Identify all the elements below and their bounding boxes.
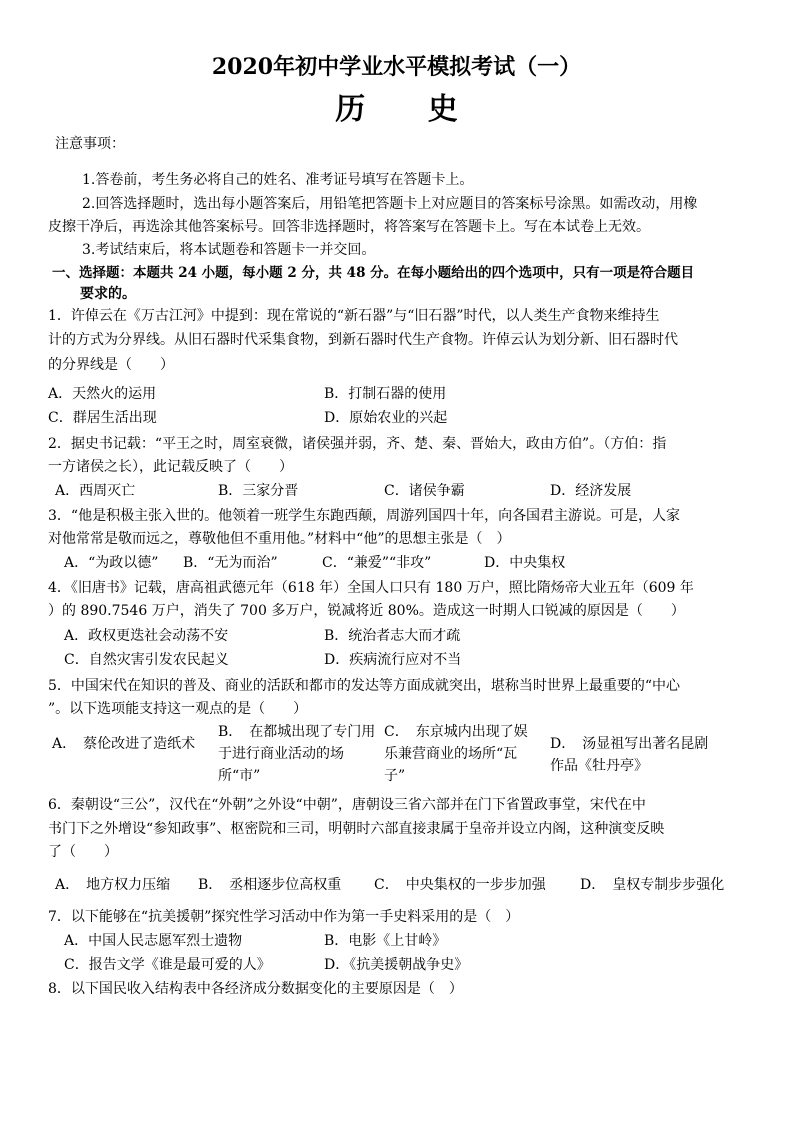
q1-stem-line-2: 计的方式为分界线。从旧石器时代采集食物，到新石器时代生产食物。许倬云认为划分新、旧石器时代 xyxy=(48,332,678,348)
q1-stem-line-1: 1．许倬云在《万古江河》中提到：现在常说的“新石器”与“旧石器”时代，以人类生产食物来维持生 xyxy=(48,308,660,324)
q7-option-b: B．电影《上甘岭》 xyxy=(324,933,447,949)
section-1-instructions-cont: 要求的。 xyxy=(80,286,136,302)
note-item-2: 2.回答选择题时，选出每小题答案后，用铅笔把答题卡上对应题目的答案标号涂黑。如需改动，用橡 xyxy=(82,196,698,212)
q4-option-b: B．统治者志大而才疏 xyxy=(324,628,461,644)
q1-option-b: B．打制石器的使用 xyxy=(324,386,447,402)
q6-option-d: D． 皇权专制步步强化 xyxy=(580,877,725,893)
q6-option-c: C． 中央集权的一步步加强 xyxy=(374,877,546,893)
q3-option-d: D．中央集权 xyxy=(484,555,566,571)
q2-option-c: C．诸侯争霸 xyxy=(384,483,465,499)
q5-option-a: A． 蔡伦改进了造纸术 xyxy=(52,736,196,752)
exam-title: 2020年初中学业水平模拟考试（一） xyxy=(211,54,582,80)
q7-stem-line-1: 7．以下能够在“抗美援朝”探究性学习活动中作为第一手史料采用的是（ ） xyxy=(48,909,520,925)
q8-stem-line-1: 8．以下国民收入结构表中各经济成分数据变化的主要原因是（ ） xyxy=(48,981,463,997)
q1-option-a: A．天然火的运用 xyxy=(48,386,157,402)
q7-option-c: C．报告文学《谁是最可爱的人》 xyxy=(64,957,271,973)
q6-stem-line-1: 6．秦朝设“三公”，汉代在“外朝”之外设“中朝”，唐朝设三省六部并在门下省置政事堂，宋代在中 xyxy=(48,797,646,813)
q5-stem-line-1: 5．中国宋代在知识的普及、商业的活跃和都市的发达等方面成就突出，堪称当时世界上最重要的“中心 xyxy=(48,678,681,694)
q3-stem-line-2: 对他常常是敬而远之，尊敬他但不重用他。”材料中“他”的思想主张是（ ） xyxy=(48,531,511,547)
q5-option-b: B． 在都城出现了专门用于进行商业活动的场所“市” xyxy=(218,724,376,784)
section-1-instructions: 一、选择题：本题共 24 小题，每小题 2 分，共 48 分。在每小题给出的四个选项中，只有一项是符合题目 xyxy=(52,265,695,281)
q1-stem-line-3: 的分界线是（ ） xyxy=(48,357,174,373)
q2-option-a: A．西周灭亡 xyxy=(55,483,136,499)
q7-option-d: D．《抗美援朝战争史》 xyxy=(324,957,469,973)
q3-option-a: A．“为政以德” xyxy=(64,555,159,571)
note-item-1: 1.答卷前，考生务必将自己的姓名、准考证号填写在答题卡上。 xyxy=(82,172,474,188)
q3-option-c: C．“兼爱”“非攻” xyxy=(322,555,432,571)
q5-stem-line-2: ”。以下选项能支持这一观点的是（ ） xyxy=(48,701,308,717)
q4-option-c: C．自然灾害引发农民起义 xyxy=(64,652,229,668)
q2-option-b: B．三家分晋 xyxy=(218,483,299,499)
subject-title: 历 史 xyxy=(335,92,484,127)
q6-stem-line-3: 了（ ） xyxy=(48,844,118,860)
note-item-3: 3.考试结束后，将本试题卷和答题卡一并交回。 xyxy=(82,242,376,258)
q1-option-c: C．群居生活出现 xyxy=(48,410,157,426)
q3-stem-line-1: 3．“他是积极主张入世的。他领着一班学生东跑西颠，周游列国四十年，向各国君主游说。可是，人家 xyxy=(48,508,681,524)
q5-option-d: D． 汤显祖写出著名昆剧作品《牡丹亭》 xyxy=(550,736,709,774)
q3-option-b: B．“无为而治” xyxy=(183,555,278,571)
q4-option-d: D．疾病流行应对不当 xyxy=(324,652,462,668)
q1-option-d: D．原始农业的兴起 xyxy=(324,410,448,426)
note-item-2-cont: 皮擦干净后，再选涂其他答案标号。回答非选择题时，将答案写在答题卡上。写在本试卷上无效。 xyxy=(48,219,650,235)
notes-heading: 注意事项： xyxy=(55,136,125,152)
q4-stem-line-2: ）的 890.7546 万户，消失了 700 多万户，锐减将近 80%。造成这一时期人口锐减的原因是（ ） xyxy=(48,603,685,619)
q4-option-a: A．政权更迭社会动荡不安 xyxy=(64,628,229,644)
q5-option-c: C． 东京城内出现了娱乐兼营商业的场所“瓦子” xyxy=(384,724,528,784)
q2-stem-line-2: 一方诸侯之长），此记载反映了（ ） xyxy=(48,459,293,475)
q6-option-b: B． 丞相逐步位高权重 xyxy=(198,877,342,893)
q6-stem-line-2: 书门下之外增设“参知政事”、枢密院和三司，明朝时六部直接隶属于皇帝并设立内阁，这种演变反映 xyxy=(48,821,665,837)
q7-option-a: A．中国人民志愿军烈士遗物 xyxy=(64,933,243,949)
q4-stem-line-1: 4．《旧唐书》记载，唐高祖武德元年（618 年）全国人口只有 180 万户，照比隋炀帝大业五年（609 年 xyxy=(48,580,694,596)
q6-option-a: A． 地方权力压缩 xyxy=(55,877,171,893)
q2-option-d: D．经济发展 xyxy=(550,483,632,499)
q2-stem-line-1: 2．据史书记载：“平王之时，周室衰微，诸侯强并弱，齐、楚、秦、晋始大，政由方伯”。（方伯：指 xyxy=(48,436,667,452)
